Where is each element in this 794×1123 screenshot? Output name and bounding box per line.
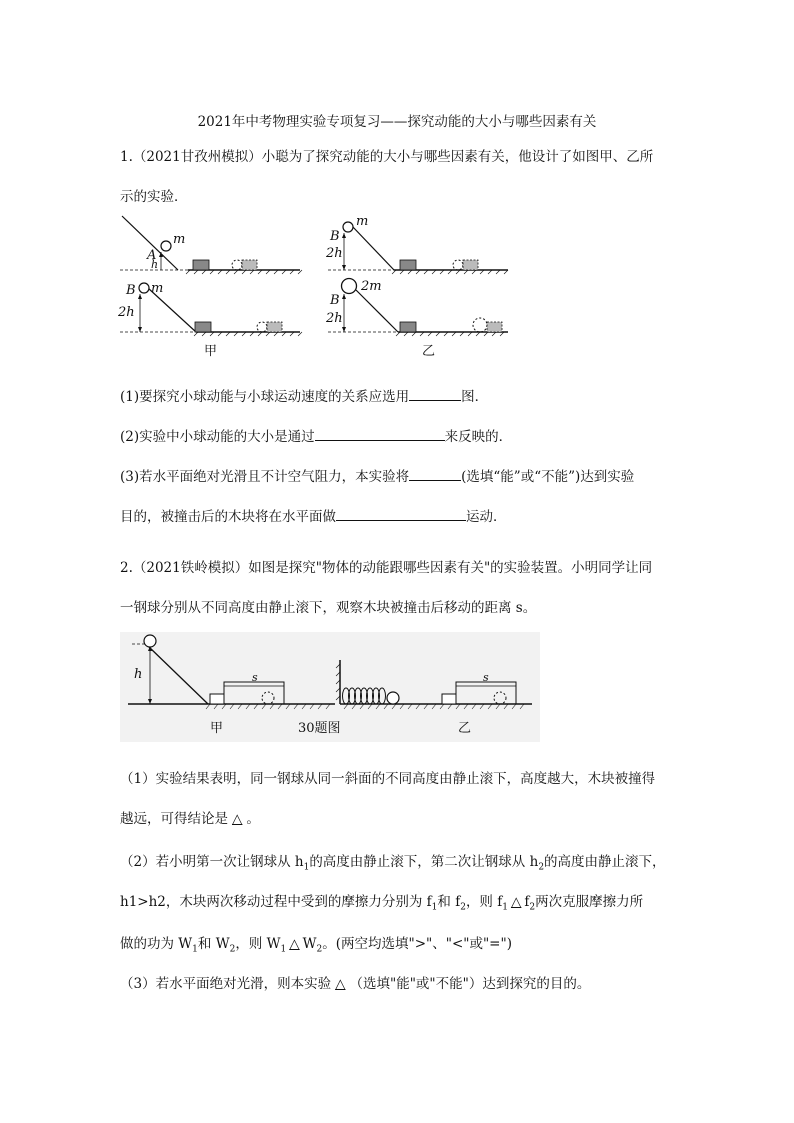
q1-label-yi: 乙 [422,344,436,359]
q1-label-jia: 甲 [204,344,218,359]
q2-figure [120,632,540,742]
q2-label-yi: 乙 [458,721,472,736]
q1-label-B-2: B [330,229,340,244]
q2-sub2-l3-j: 。(两空均选填">"、"<"或"=") [322,936,512,952]
q2-label-s-2: s [483,671,489,684]
q1-sub2-post: 来反映的． [444,429,513,445]
q2-label-h: h [134,667,143,682]
q1-label-B-3: B [330,293,340,308]
q2-sub2-line1 [120,850,666,873]
q2-sub2-l3-c: 和 W [197,936,230,952]
q2-sub1-line2 [120,807,260,827]
q2-sub2-l3-b: 1 [192,944,198,955]
q2-sub2-l2-c: 和 f [437,894,461,910]
q2-sub2-l2-i: 2 [529,902,536,913]
q2-sub2-blank-1[interactable]: △ [510,894,522,910]
q2-sub3-pre: （3）若水平面绝对光滑，则本实验 [120,976,332,992]
q1-stem-line2: 示的实验． [120,189,188,205]
q2-sub2-l2-j: 两次克服摩擦力所 [535,894,644,910]
q2-sub3-post: （选填"能"或"不能"）达到探究的目的。 [349,976,591,992]
q2-sub1-line2-post: 。 [246,811,260,827]
q2-sub2-l2-e: ，则 f [465,894,503,910]
q2-sub1-blank[interactable]: △ [232,811,243,827]
q1-sub3-post: (选填“能”或“不能”)达到实验 [461,469,635,485]
q2-sub2-l3-f: 1 [280,944,287,955]
q1-label-m-3: m [356,214,369,229]
q1-figure [118,212,513,362]
q1-sub1 [120,385,488,405]
q1-sub2-pre: (2)实验中小球动能的大小是通过 [120,429,315,445]
q1-sub3-blank-2[interactable] [336,508,466,521]
q2-sub3-blank[interactable]: △ [335,976,346,992]
q2-sub2-line2 [120,890,643,913]
q2-sub2-l3-h: W [302,936,317,952]
q1-label-h: h [151,258,159,271]
q2-sub2-l1-e: 的高度由静止滚下， [544,854,666,870]
q1-sub3-line2-post: 运动． [466,509,507,525]
q1-label-2h-2: 2h [326,246,343,261]
q2-sub2-l1-b: 1 [303,862,310,873]
q1-sub3-blank-1[interactable] [409,468,461,481]
q1-sub3-line2 [120,505,507,525]
q2-sub3 [120,972,590,992]
q2-sub2-l1-c: 的高度由静止滚下，第二次让钢球从 h [309,854,539,870]
q2-sub2-l3-i: 2 [316,944,323,955]
q2-sub2-l2-h: f [524,894,530,910]
page-title: 2021年中考物理实验专项复习——探究动能的大小与哪些因素有关 [197,114,597,130]
q2-stem-line1: 2.（2021铁岭模拟）如图是探究"物体的动能跟哪些因素有关"的实验装置。小明同学让同 [120,560,653,576]
q2-sub2-l1-a: （2）若小明第一次让钢球从 h [120,854,304,870]
q2-sub2-l2-a: h1>h2，木块两次移动过程中受到的摩擦力分别为 f [120,894,432,910]
q1-sub3-pre: (3)若水平面绝对光滑且不计空气阻力，本实验将 [120,469,410,485]
q1-sub2 [120,425,512,445]
q1-label-B-1: B [126,283,136,298]
q2-sub2-l3-d: 2 [229,944,236,955]
q1-label-2h-3: 2h [326,311,343,326]
q1-sub2-blank[interactable] [315,428,445,441]
q2-stem-line2: 一钢球分别从不同高度由静止滚下，观察木块被撞击后移动的距离 s。 [120,600,537,616]
q2-sub2-l2-d: 2 [460,902,466,913]
q2-label-s-1: s [252,671,258,684]
q2-sub2-l3-a: 做的功为 W [120,936,193,952]
q2-label-caption: 30题图 [298,721,341,736]
q2-sub2-l2-b: 1 [431,902,438,913]
q1-label-2h-1: 2h [118,305,135,320]
q1-sub1-pre: (1)要探究小球动能与小球运动速度的关系应选用 [120,389,410,405]
q2-sub2-l2-f: 1 [502,902,508,913]
q2-sub1-line1: （1）实验结果表明，同一钢球从同一斜面的不同高度由静止滚下，高度越大，木块被撞得 [120,771,656,787]
q1-label-m-2: m [151,281,164,296]
q1-sub3 [120,465,634,485]
q2-sub1-line2-pre: 越远，可得结论是 [120,811,228,827]
q2-sub2-l1-d: 2 [538,862,545,873]
q1-stem-line1: 1.（2021甘孜州模拟）小聪为了探究动能的大小与哪些因素有关，他设计了如图甲、乙所 [120,149,654,165]
q1-sub3-line2-pre: 目的，被撞击后的木块将在水平面做 [120,509,336,525]
q1-sub1-blank[interactable] [409,388,461,401]
q1-label-A: A [147,248,157,263]
q1-label-2m: 2m [361,279,382,294]
q1-sub1-post: 图． [461,389,489,405]
q2-sub2-line3 [120,932,512,955]
q2-sub2-l3-e: ，则 W [235,936,281,952]
q1-label-m-1: m [173,232,186,247]
q2-sub2-blank-2[interactable]: △ [289,936,300,952]
q2-label-jia: 甲 [210,721,224,736]
